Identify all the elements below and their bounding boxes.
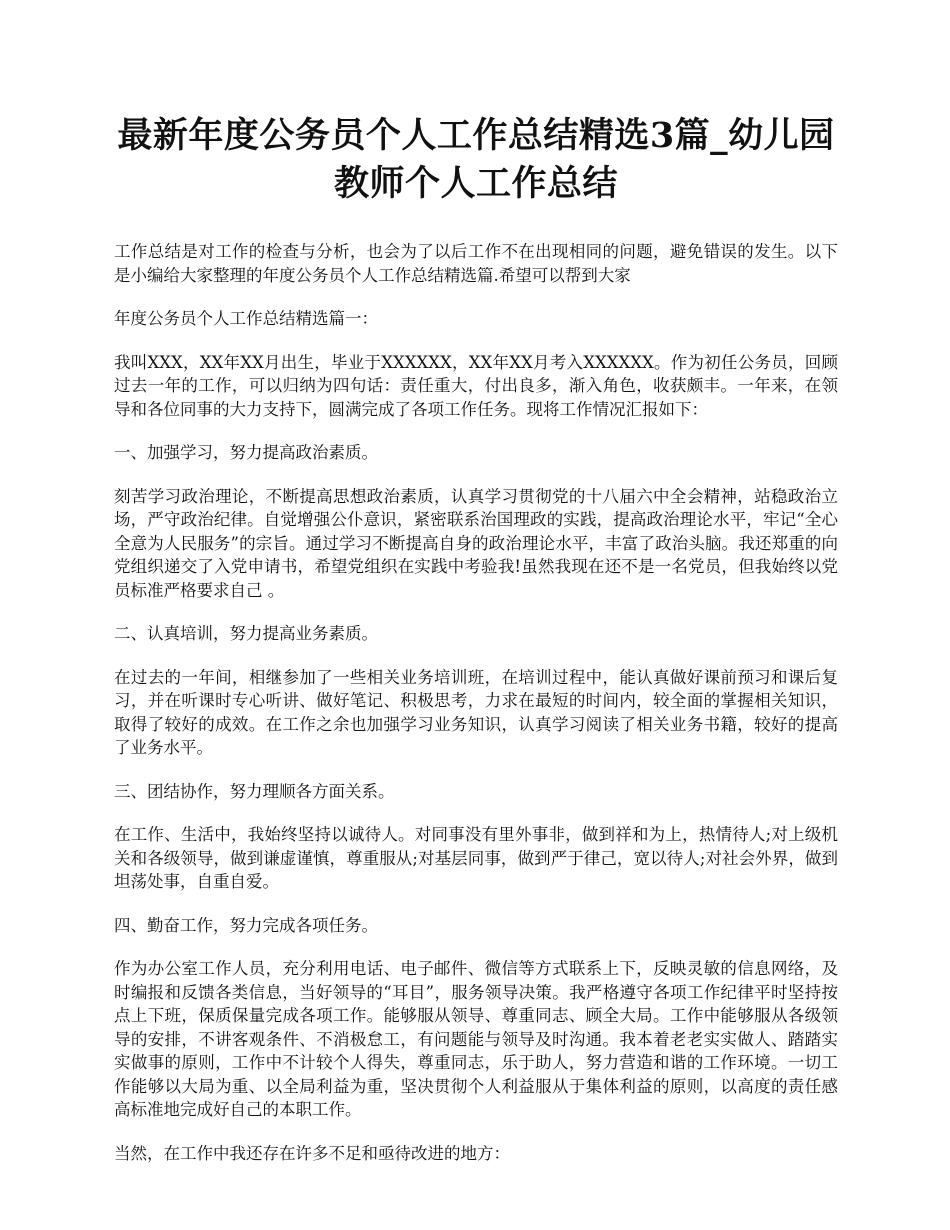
section-heading-two: 二、认真培训，努力提高业务素质。 xyxy=(114,624,378,643)
body-paragraph-political-study: 刻苦学习政治理论，不断提高思想政治素质，认真学习贯彻党的十八届六中全会精神，站稳政治立场，严守政治纪律。自觉增强公仆意识，紧密联系治国理政的实践，提高政治理论水平，牢记“全心全意为人民服务”的宗旨。通过学习不断提高自身的政治理论水平，丰富了政治头脑。我还郑重的向党组织递交了入党申请书，希望党组织在实践中考验我!虽然我现在还不是一名党员，但我始终以党员标准严格要求自己 。 xyxy=(114,486,838,600)
document-title: 最新年度公务员个人工作总结精选3篇_幼儿园教师个人工作总结 xyxy=(117,115,835,204)
body-paragraph-work-tasks: 作为办公室工作人员，充分利用电话、电子邮件、微信等方式联系上下，反映灵敏的信息网络，及时编报和反馈各类信息，当好领导的“耳目”，服务领导决策。我严格遵守各项工作纪律平时坚持按点上下班，保质保量完成各项工作。能够服从领导、尊重同志、顾全大局。工作中能够服从各级领导的安排，不讲客观条件、不消极怠工，有问题能与领导及时沟通。我本着老老实实做人、踏踏实实做事的原则，工作中不计较个人得失，尊重同志，乐于助人，努力营造和谐的工作环境。一切工作能够以大局为重、以全局利益为重，坚决贯彻个人利益服从于集体利益的原则，以高度的责任感高标准地完成好自己的本职工作。 xyxy=(114,959,838,1119)
body-paragraph-shortcomings: 当然，在工作中我还存在许多不足和亟待改进的地方： xyxy=(114,1143,510,1163)
section-heading-three: 三、团结协作，努力理顺各方面关系。 xyxy=(114,781,395,801)
section-heading-article-one: 年度公务员个人工作总结精选篇一： xyxy=(114,309,378,328)
body-paragraph-cooperation: 在工作、生活中，我始终坚持以诚待人。对同事没有里外事非，做到祥和为上，热情待人;对上级机关和各级领导，做到谦虚谨慎，尊重服从;对基层同事，做到严于律己，宽以待人;对社会外界，做到坦荡处事，自重自爱。 xyxy=(114,825,838,891)
body-paragraph-introduction: 我叫XXX，XX年XX月出生，毕业于XXXXXX，XX年XX月考入XXXXXX。作为初任公务员，回顾过去一年的工作，可以归纳为四句话：责任重大，付出良多，渐入角色，收获颇丰。一年来，在领导和各位同事的大力支持下，圆满完成了各项工作任务。现将工作情况汇报如下： xyxy=(114,352,838,419)
body-paragraph-training: 在过去的一年间，相继参加了一些相关业务培训班，在培训过程中，能认真做好课前预习和课后复习，并在听课时专心听讲、做好笔记、积极思考，力求在最短的时间内，较全面的掌握相关知识，取得了较好的成效。在工作之余也加强学习业务知识，认真学习阅读了相关业务书籍，较好的提高了业务水平。 xyxy=(114,667,838,757)
section-heading-one: 一、加强学习，努力提高政治素质。 xyxy=(114,443,378,462)
intro-paragraph: 工作总结是对工作的检查与分析，也会为了以后工作不在出现相同的问题，避免错误的发生。以下是小编给大家整理的年度公务员个人工作总结精选篇.希望可以帮到大家 xyxy=(114,242,838,285)
section-heading-four: 四、勤奋工作，努力完成各项任务。 xyxy=(114,915,378,935)
